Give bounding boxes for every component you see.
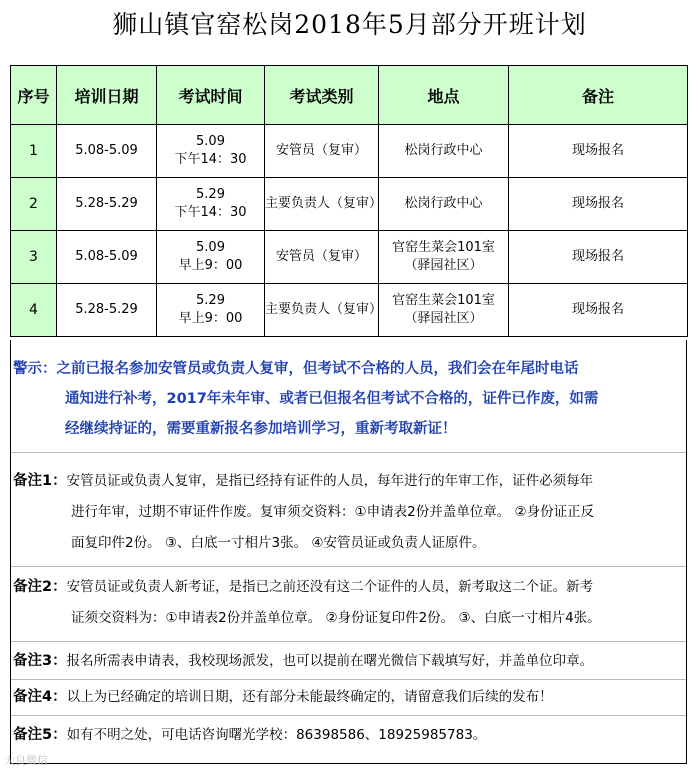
divider: [11, 452, 686, 453]
note-text: 面复印件2份。 ③、白底一寸相片3张。 ④安管员证或负责人证原件。: [71, 535, 486, 551]
note-text: 报名所需表申请表，我校现场派发，也可以提前在曙光微信下载填写好，并盖单位印章。: [66, 653, 594, 669]
row-remark: 现场报名: [509, 125, 688, 178]
row-location: [379, 178, 509, 231]
row-remark: 现场报名: [509, 231, 688, 284]
row-training-date: 5.08-5.09: [57, 231, 157, 284]
note-label: 备注1：: [13, 473, 67, 489]
table-header-row: [11, 66, 688, 125]
table-row: [11, 231, 688, 284]
exam-date: 5.09: [196, 134, 225, 149]
row-exam-category: 主要负责人（复审）: [265, 178, 379, 231]
location-line1: 官窑生菜会101室: [392, 293, 495, 308]
note-label: 备注5：: [13, 727, 67, 743]
table-row: [11, 125, 688, 178]
watermark: 大良微信: [4, 754, 48, 767]
row-exam-category: 安管员（复审）: [265, 231, 379, 284]
row-no: 4: [11, 284, 57, 337]
note-1: [13, 466, 681, 559]
row-no: 3: [11, 231, 57, 284]
schedule-table: [10, 65, 688, 337]
row-remark: 现场报名: [509, 284, 688, 337]
note-label: 备注2：: [13, 579, 67, 595]
note-text: 安管员证或负责人复审，是指已经持有证件的人员，每年进行的年审工作，证件必须每年: [66, 473, 594, 489]
exam-date: 5.29: [196, 187, 225, 202]
warning-line3: 经继续持证的，需要重新报名参加培训学习，重新考取新证！: [65, 421, 457, 437]
divider: [11, 715, 686, 716]
exam-date: 5.09: [196, 240, 225, 255]
note-3: [13, 646, 681, 677]
note-text: 以上为已经确定的培训日期，还有部分未能最终确定的，请留意我们后续的发布！: [66, 689, 553, 705]
header-remark: 备注: [509, 66, 688, 125]
row-remark: 现场报名: [509, 178, 688, 231]
row-no: 2: [11, 178, 57, 231]
note-text: 安管员证或负责人新考证，是指已之前还没有这二个证件的人员，新考取这二个证。新考: [66, 579, 594, 595]
exam-clock: 早上9：00: [178, 311, 243, 326]
notes-section: [10, 340, 687, 764]
row-location: [379, 125, 509, 178]
exam-date: 5.29: [196, 293, 225, 308]
divider: [11, 641, 686, 642]
warning-block: [13, 354, 681, 444]
note-text: 进行年审，过期不审证件作废。复审须交资料：①申请表2份并盖单位章。 ②身份证正反: [71, 504, 595, 520]
location-line2: （驿园社区）: [404, 311, 483, 326]
location-line1: 官窑生菜会101室: [392, 240, 495, 255]
row-training-date: 5.28-5.29: [57, 178, 157, 231]
row-location: [379, 284, 509, 337]
row-exam-category: 安管员（复审）: [265, 125, 379, 178]
exam-clock: 下午14：30: [174, 152, 247, 167]
note-label: 备注4：: [13, 689, 67, 705]
row-exam-category: 主要负责人（复审）: [265, 284, 379, 337]
row-training-date: 5.28-5.29: [57, 284, 157, 337]
note-2: [13, 572, 681, 634]
note-text: 证须交资料为：①申请表2份并盖单位章。 ②身份证复印件2份。 ③、白底一寸相片4张。: [71, 610, 601, 626]
row-exam-time: [157, 178, 265, 231]
warning-line1: 警示：之前已报名参加安管员或负责人复审，但考试不合格的人员，我们会在年尾时电话: [13, 361, 579, 377]
row-exam-time: [157, 231, 265, 284]
note-5: [13, 720, 681, 751]
row-no: 1: [11, 125, 57, 178]
exam-clock: 早上9：00: [178, 258, 243, 273]
exam-clock: 下午14：30: [174, 205, 247, 220]
note-text: 如有不明之处，可电话咨询曙光学校：86398586、18925985783。: [66, 727, 487, 743]
row-location: [379, 231, 509, 284]
row-training-date: 5.08-5.09: [57, 125, 157, 178]
header-no: 序号: [11, 66, 57, 125]
warning-line2: 通知进行补考，2017年未年审、或者已但报名但考试不合格的，证件已作废，如需: [65, 391, 599, 407]
row-exam-time: [157, 284, 265, 337]
divider: [11, 679, 686, 680]
note-4: [13, 682, 681, 713]
row-exam-time: [157, 125, 265, 178]
note-label: 备注3：: [13, 653, 67, 669]
location-line1: 松岗行政中心: [404, 196, 483, 211]
header-exam-category: 考试类别: [265, 66, 379, 125]
divider: [11, 566, 686, 567]
location-line2: （驿园社区）: [404, 258, 483, 273]
table-row: [11, 284, 688, 337]
location-line1: 松岗行政中心: [404, 143, 483, 158]
page-title: 狮山镇官窑松岗2018年5月部分开班计划: [112, 10, 587, 39]
header-location: 地点: [379, 66, 509, 125]
header-training-date: 培训日期: [57, 66, 157, 125]
header-exam-time: 考试时间: [157, 66, 265, 125]
table-row: [11, 178, 688, 231]
